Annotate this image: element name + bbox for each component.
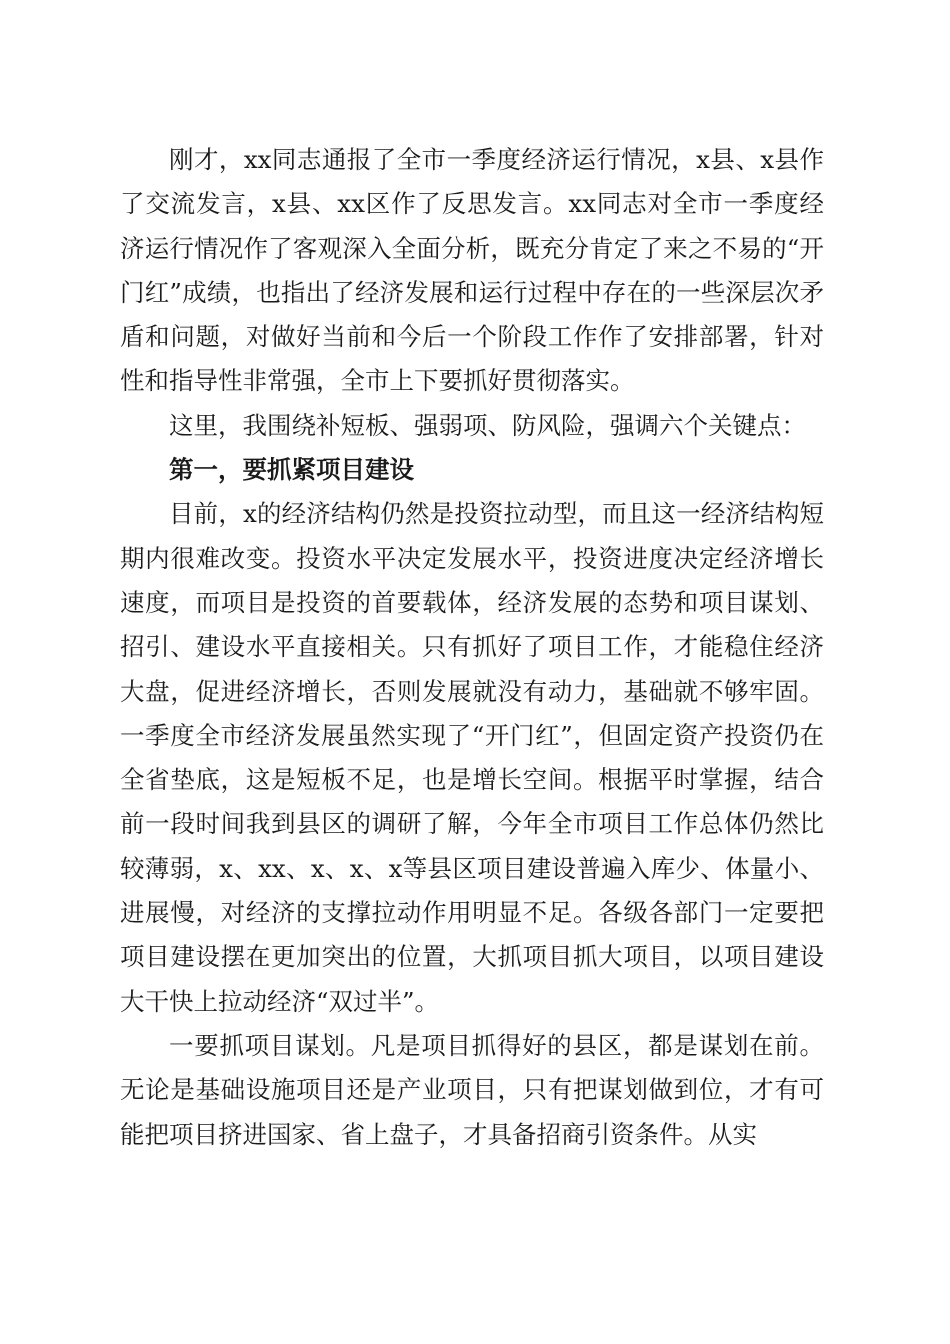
section-heading: 第一，要抓紧项目建设 [169, 455, 414, 485]
document-body [120, 138, 824, 1157]
paragraph-project-construction: 目前，x的经济结构仍然是投资拉动型，而且这一经济结构短期内很难改变。投资水平决定发展水平，投资进度决定经济增长速度，而项目是投资的首要载体，经济发展的态势和项目谋划、招引、建设水平直接相关。只有抓好了项目工作，才能稳住经济大盘，促进经济增长，否则发展就没有动力，基础就不够牢固。一季度全市经济发展虽然实现了“开门红”，但固定资产投资仍在全省垫底，这是短板不足，也是增长空间。根据平时掌握，结合前一段时间我到县区的调研了解，今年全市项目工作总体仍然比较薄弱，x、xx、x、x、x等县区项目建设普遍入库少、体量小、进展慢，对经济的支撑拉动作用明显不足。各级各部门一定要把项目建设摆在更加突出的位置，大抓项目抓大项目，以项目建设大干快上拉动经济“双过半”。 [120, 499, 824, 1016]
paragraph-intro: 这里，我围绕补短板、强弱项、防风险，强调六个关键点： [169, 410, 806, 440]
paragraph-project-planning: 一要抓项目谋划。凡是项目抓得好的县区，都是谋划在前。无论是基础设施项目还是产业项目，只有把谋划做到位，才有可能把项目挤进国家、省上盘子，才具备招商引资条件。从实 [120, 1030, 824, 1149]
paragraph-opening: 刚才，xx同志通报了全市一季度经济运行情况，x县、x县作了交流发言，x县、xx区作了反思发言。xx同志对全市一季度经济运行情况作了客观深入全面分析，既充分肯定了来之不易的“开门红”成绩，也指出了经济发展和运行过程中存在的一些深层次矛盾和问题，对做好当前和今后一个阶段工作作了安排部署，针对性和指导性非常强，全市上下要抓好贯彻落实。 [120, 145, 824, 396]
